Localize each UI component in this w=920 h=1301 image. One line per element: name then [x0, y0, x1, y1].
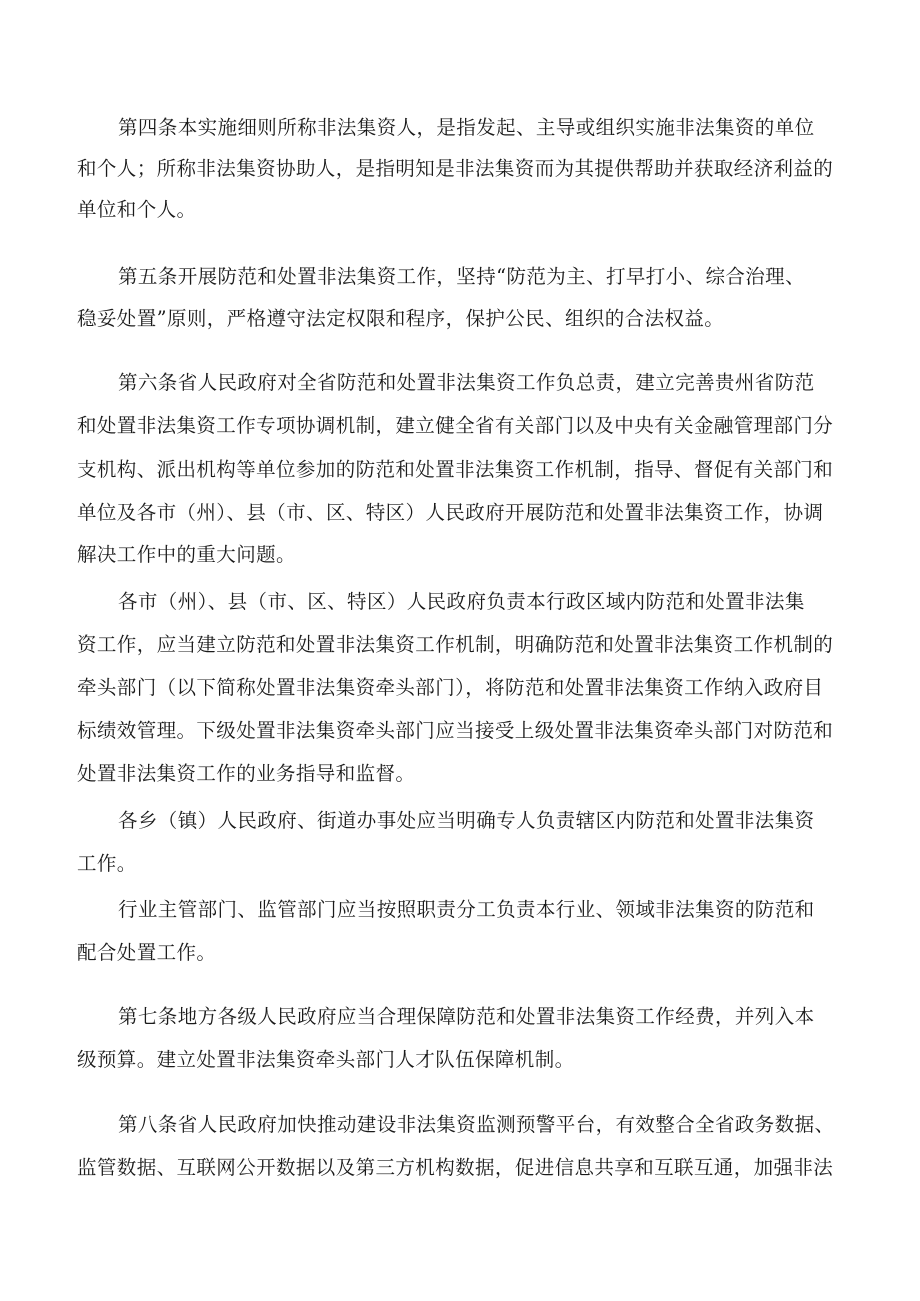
paragraph-city-line-4: 标绩效管理。下级处置非法集资牵头部门应当接受上级处置非法集资牵头部门对防范和 — [77, 719, 834, 742]
article-8-line-1: 第八条省人民政府加快推动建设非法集资监测预警平台，有效整合全省政务数据、 — [118, 1113, 835, 1136]
article-4-line-2: 和个人；所称非法集资协助人，是指明知是非法集资而为其提供帮助并获取经济利益的 — [77, 157, 834, 180]
article-6-line-3: 支机构、派出机构等单位参加的防范和处置非法集资工作机制，指导、督促有关部门和 — [77, 458, 834, 481]
article-6-line-4: 单位及各市（州）、县（市、区、特区）人民政府开展防范和处置非法集资工作，协调 — [77, 501, 824, 524]
article-6-line-1: 第六条省人民政府对全省防范和处置非法集资工作负总责，建立完善贵州省防范 — [118, 371, 815, 394]
article-5-line-2: 稳妥处置”原则，严格遵守法定权限和程序，保护公民、组织的合法权益。 — [77, 307, 725, 330]
paragraph-city-line-1: 各市（州）、县（市、区、特区）人民政府负责本行政区域内防范和处置非法集 — [118, 590, 805, 613]
paragraph-city-line-3: 牵头部门（以下简称处置非法集资牵头部门），将防范和处置非法集资工作纳入政府目 — [77, 676, 824, 699]
article-7-line-2: 级预算。建立处置非法集资牵头部门人才队伍保障机制。 — [77, 1048, 575, 1071]
article-4-line-1: 第四条本实施细则所称非法集资人，是指发起、主导或组织实施非法集资的单位 — [118, 116, 815, 139]
article-7-line-1: 第七条地方各级人民政府应当合理保障防范和处置非法集资工作经费，并列入本 — [118, 1005, 815, 1028]
paragraph-industry-line-1: 行业主管部门、监管部门应当按照职责分工负责本行业、领域非法集资的防范和 — [118, 898, 815, 921]
article-6-line-5: 解决工作中的重大问题。 — [77, 543, 296, 566]
paragraph-city-line-5: 处置非法集资工作的业务指导和监督。 — [77, 762, 416, 785]
paragraph-city-line-2: 资工作，应当建立防范和处置非法集资工作机制，明确防范和处置非法集资工作机制的 — [77, 633, 834, 656]
article-5-line-1: 第五条开展防范和处置非法集资工作，坚持“防范为主、打早打小、综合治理、 — [118, 265, 805, 288]
paragraph-township-line-2: 工作。 — [77, 852, 137, 875]
article-8-line-2: 监管数据、互联网公开数据以及第三方机构数据，促进信息共享和互联互通，加强非法 — [77, 1156, 834, 1179]
article-6-line-2: 和处置非法集资工作专项协调机制，建立健全省有关部门以及中央有关金融管理部门分 — [77, 414, 834, 437]
article-4-line-3: 单位和个人。 — [77, 198, 197, 221]
paragraph-township-line-1: 各乡（镇）人民政府、街道办事处应当明确专人负责辖区内防范和处置非法集资 — [118, 809, 815, 832]
paragraph-industry-line-2: 配合处置工作。 — [77, 941, 217, 964]
